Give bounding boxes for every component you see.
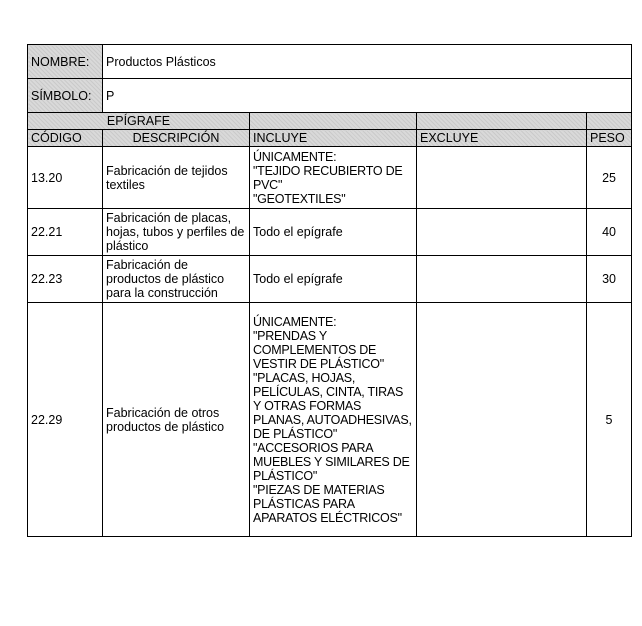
row-excluye [417,256,587,303]
row-incluye: Todo el epígrafe [250,209,417,256]
row-peso: 30 [587,256,632,303]
col-incluye: INCLUYE [250,130,417,147]
simbolo-label: SÍMBOLO: [28,79,103,113]
nombre-value: Productos Plásticos [103,45,632,79]
table-row [28,303,632,537]
row-codigo: 22.21 [28,209,103,256]
table-row [28,147,632,209]
nombre-label: NOMBRE: [28,45,103,79]
row-incluye: ÚNICAMENTE: "PRENDAS Y COMPLEMENTOS DE VESTIR DE PLÁSTICO" "PLACAS, HOJAS, PELÍCULAS, CINTA, TIRAS Y OTRAS FORMAS PLANAS, AUTOADHESIVAS, DE PLÁSTICO" "ACCESORIOS PARA MUEBLES Y SIMILARES DE PLÁSTICO" "PIEZAS DE MATERIAS PLÁSTICAS PARA APARATOS ELÉCTRICOS" [250,303,417,537]
row-descripcion: Fabricación de productos de plástico para la construcción [103,256,250,303]
row-peso: 25 [587,147,632,209]
row-incluye: Todo el epígrafe [250,256,417,303]
simbolo-value: P [103,79,632,113]
row-codigo: 13.20 [28,147,103,209]
row-descripcion: Fabricación de otros productos de plástico [103,303,250,537]
epigrafe-row [28,113,632,130]
row-codigo: 22.29 [28,303,103,537]
epigrafe-spacer-peso [587,113,632,130]
row-excluye [417,303,587,537]
row-peso: 40 [587,209,632,256]
row-descripcion: Fabricación de placas, hojas, tubos y perfiles de plástico [103,209,250,256]
row-excluye [417,209,587,256]
epigrafe-spacer-excluye [417,113,587,130]
table-row [28,209,632,256]
row-peso: 5 [587,303,632,537]
col-codigo: CÓDIGO [28,130,103,147]
row-excluye [417,147,587,209]
col-excluye: EXCLUYE [417,130,587,147]
col-descripcion: DESCRIPCIÓN [103,130,250,147]
row-codigo: 22.23 [28,256,103,303]
product-classification-table [27,44,632,537]
simbolo-row [28,79,632,113]
table-row [28,256,632,303]
nombre-row [28,45,632,79]
col-peso: PESO [587,130,632,147]
column-header-row [28,130,632,147]
epigrafe-spacer-incluye [250,113,417,130]
row-descripcion: Fabricación de tejidos textiles [103,147,250,209]
epigrafe-label: EPÍGRAFE [28,113,250,130]
row-incluye: ÚNICAMENTE: "TEJIDO RECUBIERTO DE PVC" "GEOTEXTILES" [250,147,417,209]
